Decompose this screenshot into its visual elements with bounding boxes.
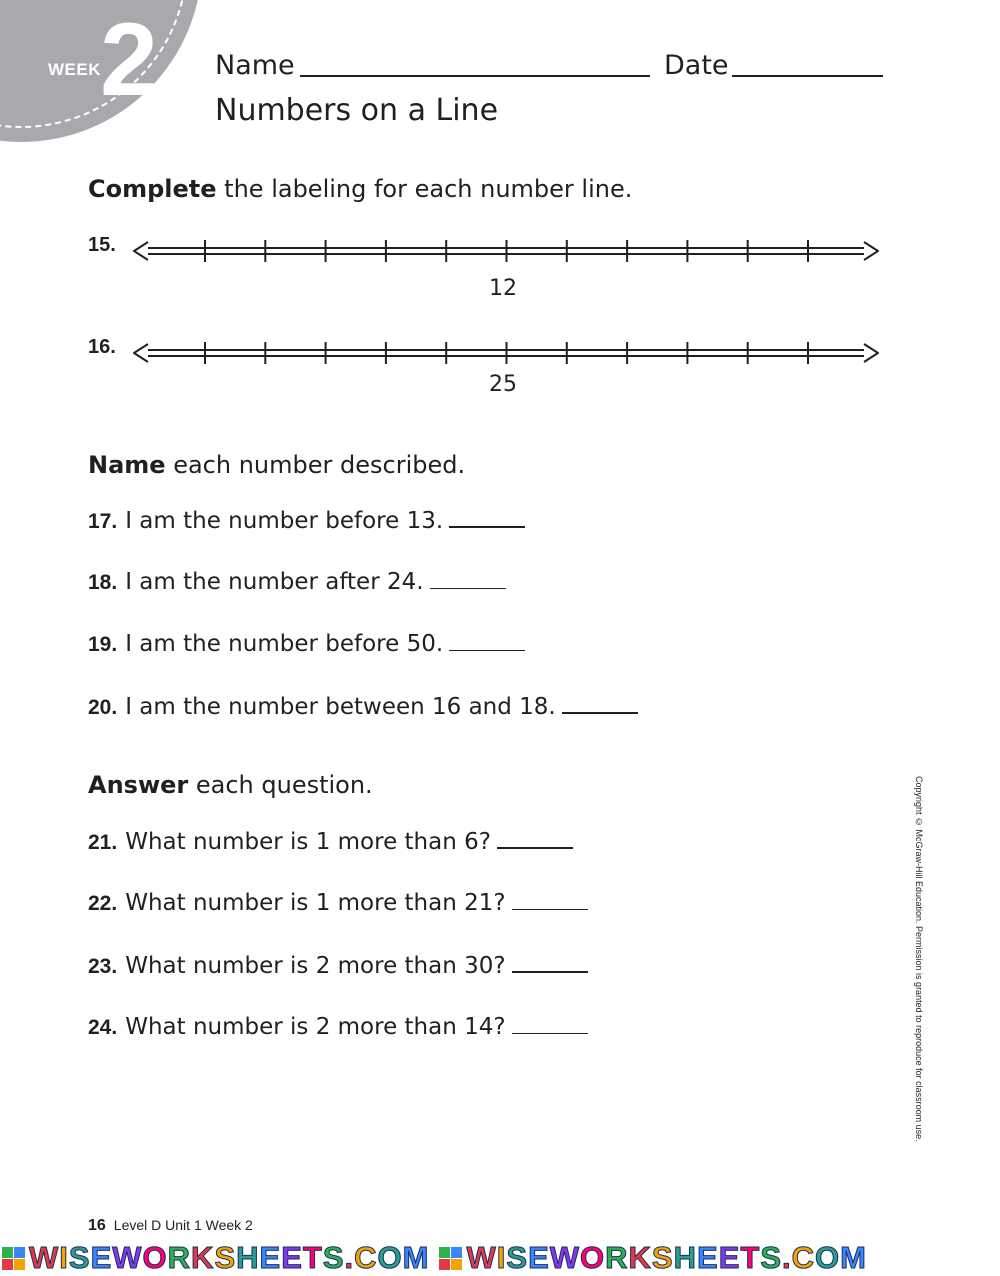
left-arrow-icon (134, 344, 148, 362)
right-arrow-icon (864, 344, 878, 362)
copyright-notice: Copyright © McGraw-Hill Education. Permission is granted to reproduce for classroom use. (914, 776, 924, 1142)
question-18 (88, 566, 506, 598)
section2-instruction-bold: Name (88, 451, 166, 479)
question-text: I am the number after 24. (125, 569, 424, 595)
section1-instruction-bold: Complete (88, 175, 217, 203)
number-line-15 (128, 231, 888, 271)
date-label: Date (664, 50, 729, 81)
question-text: What number is 2 more than 14? (125, 1014, 506, 1040)
brand-text: WISEWORKSHEETS.COM (466, 1240, 867, 1275)
brand-bar (0, 1240, 1000, 1276)
answer-blank[interactable] (430, 566, 506, 589)
question-24 (88, 1011, 588, 1043)
name-field[interactable] (300, 75, 650, 77)
section1-instruction (88, 174, 632, 204)
brand-logo[interactable] (437, 1240, 866, 1276)
question-number: 20. (88, 696, 118, 719)
section1-instruction-text: the labeling for each number line. (216, 175, 633, 203)
page-footer (88, 1215, 253, 1236)
brand-grid-icon (439, 1247, 462, 1270)
date-field[interactable] (732, 75, 883, 77)
question-number: 19. (88, 633, 118, 656)
answer-blank[interactable] (512, 1011, 588, 1034)
question-number: 17. (88, 510, 118, 533)
answer-blank[interactable] (497, 825, 573, 849)
question-20 (88, 690, 638, 723)
right-arrow-icon (864, 242, 878, 260)
answer-blank[interactable] (449, 628, 525, 651)
question-19 (88, 628, 525, 660)
number-line-label: 12 (489, 276, 517, 301)
answer-blank[interactable] (512, 949, 588, 973)
question-text: I am the number before 13. (125, 508, 444, 534)
answer-blank[interactable] (562, 690, 638, 714)
left-arrow-icon (134, 242, 148, 260)
number-line-16 (128, 333, 888, 373)
question-23 (88, 949, 588, 982)
brand-text: WISEWORKSHEETS.COM (29, 1240, 430, 1275)
question-text: I am the number between 16 and 18. (125, 694, 556, 720)
question-number: 21. (88, 831, 118, 854)
page-title: Numbers on a Line (215, 93, 499, 128)
section2-instruction-text: each number described. (165, 451, 466, 479)
question-text: What number is 1 more than 21? (125, 890, 506, 916)
section3-instruction-bold: Answer (88, 771, 189, 799)
question-text: What number is 1 more than 6? (125, 829, 491, 855)
footer-level-text: Level D Unit 1 Week 2 (113, 1217, 253, 1233)
question-number: 23. (88, 955, 118, 978)
problem-number: 16. (88, 336, 116, 358)
answer-blank[interactable] (449, 504, 525, 528)
answer-blank[interactable] (512, 887, 588, 910)
question-21 (88, 825, 573, 858)
brand-grid-icon (2, 1247, 25, 1270)
question-text: What number is 2 more than 30? (125, 953, 506, 979)
problem-number: 15. (88, 234, 116, 256)
question-22 (88, 887, 588, 919)
question-text: I am the number before 50. (125, 631, 444, 657)
question-number: 22. (88, 892, 118, 915)
name-label: Name (215, 50, 295, 81)
number-line-label: 25 (489, 372, 517, 397)
brand-logo[interactable] (0, 1240, 429, 1276)
section2-instruction (88, 450, 465, 480)
question-number: 24. (88, 1016, 118, 1039)
section3-instruction (88, 770, 373, 800)
week-label: WEEK (48, 60, 101, 79)
section3-instruction-text: each question. (188, 771, 373, 799)
question-17 (88, 504, 525, 537)
page-number: 16 (88, 1217, 106, 1234)
question-number: 18. (88, 571, 118, 594)
week-number: 2 (100, 2, 154, 118)
